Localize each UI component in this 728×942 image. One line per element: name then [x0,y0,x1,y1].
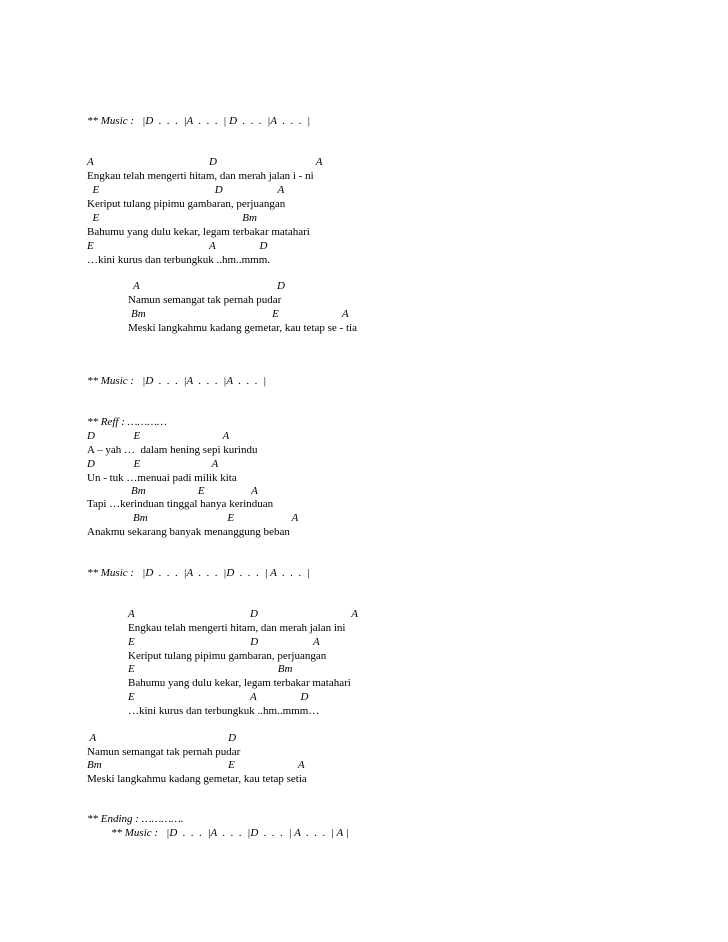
chord-line: A D [133,280,285,292]
lyric-line: Namun semangat tak pernah pudar [128,294,282,306]
lyric-line: Keriput tulang pipimu gambaran, perjuangan [128,650,327,662]
lyric-line: Bahumu yang dulu kekar, legam terbakar matahari [128,677,351,689]
lyric-line: …kini kurus dan terbungkuk ..hm..mmm… [128,705,320,717]
chord-line: E Bm [87,212,257,224]
chord-line: E Bm [128,663,293,675]
chord-line: E D A [87,184,285,196]
music-ending: ** Music : |D . . . |A . . . |D . . . | A . . . | A | [111,827,349,839]
lyric-line: Tapi …kerinduan tinggal hanya kerinduan [87,498,274,510]
lyric-line: A – yah … dalam hening sepi kurindu [87,444,258,456]
ending-header: ** Ending : …………. [87,813,184,825]
chord-line: Bm E A [131,308,349,320]
chord-line: A D A [128,608,358,620]
lyric-line: Keriput tulang pipimu gambaran, perjuangan [87,198,286,210]
chord-line: D E A [87,430,230,442]
chord-line: Bm E A [87,759,305,771]
chord-line: E A D [87,240,268,252]
lyric-line: Engkau telah mengerti hitam, dan merah jalan i - ni [87,170,314,182]
chord-line: A D [87,732,237,744]
chord-line: D E A [87,458,219,470]
lyric-line: Namun semangat tak pernah pudar [87,746,241,758]
music-interlude-3: ** Music : |D . . . |A . . . |D . . . | A . . . | [87,567,310,579]
lyric-line: Bahumu yang dulu kekar, legam terbakar matahari [87,226,310,238]
lyric-line: Meski langkahmu kadang gemetar, kau tetap setia [87,773,307,785]
chord-line: E D A [128,636,320,648]
lyric-line: Anakmu sekarang banyak menanggung beban [87,526,290,538]
chord-line: E A D [128,691,309,703]
lyric-line: Engkau telah mengerti hitam, dan merah jalan ini [128,622,346,634]
lyric-line: Un - tuk …menuai padi milik kita [87,472,237,484]
chord-line: A D A [87,156,323,168]
reff-header: ** Reff : ………… [87,416,167,428]
chord-line: Bm E A [131,485,258,497]
music-interlude-1: ** Music : |D . . . |A . . . | D . . . |A . . . | [87,115,311,127]
lyric-line: Meski langkahmu kadang gemetar, kau tetap se - tia [128,322,357,334]
lyric-line: …kini kurus dan terbungkuk ..hm..mmm. [87,254,271,266]
chord-line: Bm E A [133,512,299,524]
music-interlude-2: ** Music : |D . . . |A . . . |A . . . | [87,375,267,387]
